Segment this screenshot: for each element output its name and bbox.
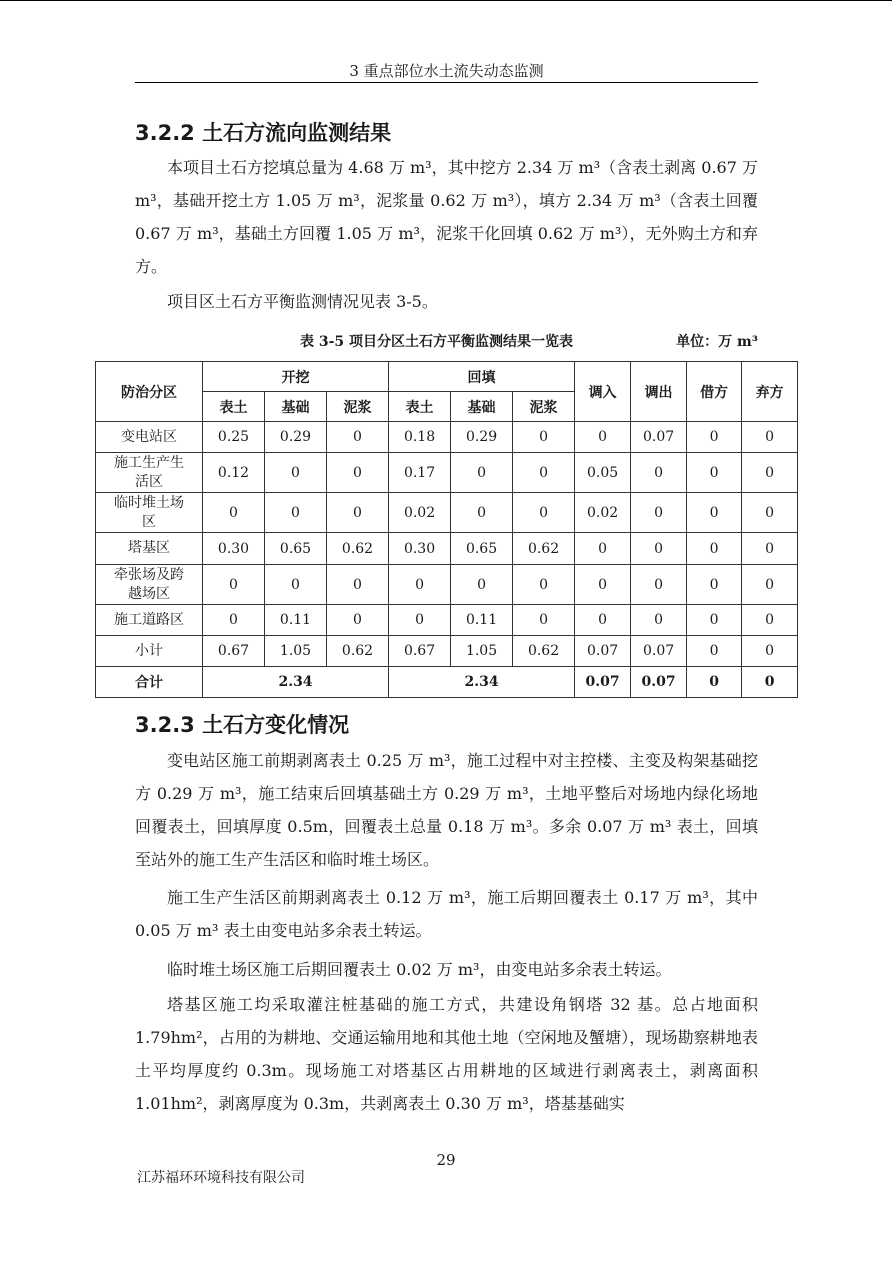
- table-cell: 0: [742, 565, 798, 605]
- table-cell: 0.62: [513, 533, 575, 565]
- table-unit: 单位：万 m³: [676, 334, 758, 350]
- table-cell: 0.65: [451, 533, 513, 565]
- total-excavation: 2.34: [203, 667, 389, 698]
- table-cell: 0: [513, 565, 575, 605]
- header-excavation: 开挖: [203, 362, 389, 392]
- table-cell: 0.29: [451, 422, 513, 453]
- table-cell: 0: [742, 453, 798, 493]
- table-cell: 0: [203, 605, 265, 636]
- table-cell: 0.11: [451, 605, 513, 636]
- table-cell: 0.62: [327, 636, 389, 667]
- table-cell: 0: [631, 533, 687, 565]
- table-cell: 0.05: [575, 453, 631, 493]
- table-cell: 0: [265, 493, 327, 533]
- paragraph-temporary-stockpile: 临时堆土场区施工后期回覆表土 0.02 万 m³，由变电站多余表土转运。: [167, 960, 672, 979]
- table-cell: 0: [687, 493, 742, 533]
- section-heading-3-2-2: 3.2.2 土石方流向监测结果: [135, 121, 392, 145]
- table-cell: 0.65: [265, 533, 327, 565]
- total-transfer-out: 0.07: [631, 667, 687, 698]
- table-cell: 0: [389, 605, 451, 636]
- table-cell: 0: [203, 565, 265, 605]
- table-caption-row: [135, 331, 758, 351]
- table-cell: 0.02: [389, 493, 451, 533]
- subheader-fill-topsoil: 表土: [389, 392, 451, 422]
- section-heading-3-2-3: 3.2.3 土石方变化情况: [135, 713, 350, 737]
- table-cell: 0: [327, 422, 389, 453]
- subheader-excavation-topsoil: 表土: [203, 392, 265, 422]
- table-cell: 0.07: [631, 636, 687, 667]
- paragraph-table-reference: 项目区土石方平衡监测情况见表 3-5。: [167, 292, 438, 311]
- table-row: [96, 493, 798, 533]
- table-cell: 0: [451, 565, 513, 605]
- table-cell: 0.25: [203, 422, 265, 453]
- page-top-border: [0, 0, 892, 1]
- table-cell: 0.30: [389, 533, 451, 565]
- table-cell: 0: [687, 533, 742, 565]
- table-cell: 0: [575, 422, 631, 453]
- table-cell: 0.12: [203, 453, 265, 493]
- table-cell: 0: [742, 493, 798, 533]
- table-cell: 0: [327, 453, 389, 493]
- table-cell: 0: [687, 422, 742, 453]
- table-cell: 0.67: [203, 636, 265, 667]
- table-cell: 0: [513, 422, 575, 453]
- table-cell: 0: [742, 605, 798, 636]
- header-transfer-out: 调出: [631, 362, 687, 422]
- table-row: [96, 533, 798, 565]
- table-cell: 0.11: [265, 605, 327, 636]
- table-cell: 0: [687, 453, 742, 493]
- table-cell: 0.07: [631, 422, 687, 453]
- table-cell: 0.18: [389, 422, 451, 453]
- table-cell: 0: [687, 565, 742, 605]
- subheader-excavation-mud: 泥浆: [327, 392, 389, 422]
- row-label: 临时堆土场区: [96, 493, 203, 533]
- earthwork-balance-table: [95, 361, 798, 698]
- header-waste: 弃方: [742, 362, 798, 422]
- subtotal-row: [96, 636, 798, 667]
- table-row: [96, 605, 798, 636]
- table-cell: 0: [203, 493, 265, 533]
- table-cell: 0: [327, 565, 389, 605]
- header-area: 防治分区: [96, 362, 203, 422]
- total-transfer-in: 0.07: [575, 667, 631, 698]
- subheader-fill-mud: 泥浆: [513, 392, 575, 422]
- table-cell: 0: [575, 533, 631, 565]
- table-cell: 0: [451, 493, 513, 533]
- subheader-excavation-foundation: 基础: [265, 392, 327, 422]
- table-row: [96, 453, 798, 493]
- table-cell: 0: [513, 605, 575, 636]
- table-cell: 0.62: [513, 636, 575, 667]
- subheader-fill-foundation: 基础: [451, 392, 513, 422]
- page-number: 29: [436, 1151, 456, 1169]
- row-label: 施工生产生活区: [96, 453, 203, 493]
- table-cell: 0.02: [575, 493, 631, 533]
- table-cell: 0: [265, 453, 327, 493]
- table-cell: 0: [687, 605, 742, 636]
- table-cell: 0: [575, 565, 631, 605]
- table-cell: 0: [389, 565, 451, 605]
- total-waste: 0: [742, 667, 798, 698]
- table-cell: 0: [575, 605, 631, 636]
- table-cell: 0: [687, 636, 742, 667]
- table-cell: 0.62: [327, 533, 389, 565]
- table-cell: 0: [631, 565, 687, 605]
- row-label: 变电站区: [96, 422, 203, 453]
- table-row: [96, 422, 798, 453]
- table-cell: 0.17: [389, 453, 451, 493]
- running-header: 3 重点部位水土流失动态监测: [349, 62, 544, 80]
- table-cell: 0: [631, 453, 687, 493]
- table-cell: 0.29: [265, 422, 327, 453]
- row-label: 施工道路区: [96, 605, 203, 636]
- table-cell: 0: [513, 453, 575, 493]
- table-cell: 0: [631, 493, 687, 533]
- paragraph-substation-area: 变电站区施工前期剥离表土 0.25 万 m³，施工过程中对主控楼、主变及构架基础挖方 0.29 万 m³，施工结束后回填基础土方 0.29 万 m³，土地平整后对场地内绿化场地回覆表土，回填厚度 0.5m，回覆表土总量 0.18 万 m³。多余 0.07 万 m³ 表土，回填至站外的施工生产生活区和临时堆土场区。: [135, 751, 758, 869]
- table-cell: 0: [327, 605, 389, 636]
- header-rule: [135, 82, 758, 83]
- table-cell: 0: [631, 605, 687, 636]
- row-label: 塔基区: [96, 533, 203, 565]
- table-cell: 0.07: [575, 636, 631, 667]
- table-cell: 0: [451, 453, 513, 493]
- table-cell: 0.67: [389, 636, 451, 667]
- table-cell: 0: [513, 493, 575, 533]
- table-row: [96, 565, 798, 605]
- total-fill: 2.34: [389, 667, 575, 698]
- paragraph-earthwork-total: 本项目土石方挖填总量为 4.68 万 m³，其中挖方 2.34 万 m³（含表土剥离 0.67 万 m³，基础开挖土方 1.05 万 m³，泥浆量 0.62 万 m³），填方 2.34 万 m³（含表土回覆 0.67 万 m³，基础土方回覆 1.05 万 m³，泥浆干化回填 0.62 万 m³），无外购土方和弃方。: [135, 158, 758, 276]
- table-cell: 0: [742, 533, 798, 565]
- table-cell: 0: [742, 422, 798, 453]
- table-cell: 0: [327, 493, 389, 533]
- header-transfer-in: 调入: [575, 362, 631, 422]
- total-row: [96, 667, 798, 698]
- row-label: 牵张场及跨越场区: [96, 565, 203, 605]
- table-cell: 0: [265, 565, 327, 605]
- table-cell: 1.05: [265, 636, 327, 667]
- table-cell: 1.05: [451, 636, 513, 667]
- row-label: 小计: [96, 636, 203, 667]
- total-label: 合计: [96, 667, 203, 698]
- header-fill: 回填: [389, 362, 575, 392]
- footer-company: 江苏福环环境科技有限公司: [137, 1170, 305, 1186]
- total-borrow: 0: [687, 667, 742, 698]
- paragraph-construction-living-area: 施工生产生活区前期剥离表土 0.12 万 m³，施工后期回覆表土 0.17 万 m³，其中 0.05 万 m³ 表土由变电站多余表土转运。: [135, 888, 758, 940]
- header-borrow: 借方: [687, 362, 742, 422]
- table-cell: 0: [742, 636, 798, 667]
- paragraph-tower-base-area: 塔基区施工均采取灌注桩基础的施工方式，共建设角钢塔 32 基。总占地面积 1.79hm²，占用的为耕地、交通运输用地和其他土地（空闲地及蟹塘），现场勘察耕地表土平均厚度约 0.3m。现场施工对塔基区占用耕地的区域进行剥离表土，剥离面积 1.01hm²，剥离厚度为 0.3m，共剥离表土 0.30 万 m³，塔基基础实: [135, 995, 758, 1113]
- table-caption: 表 3-5 项目分区土石方平衡监测结果一览表: [300, 334, 574, 350]
- table-cell: 0.30: [203, 533, 265, 565]
